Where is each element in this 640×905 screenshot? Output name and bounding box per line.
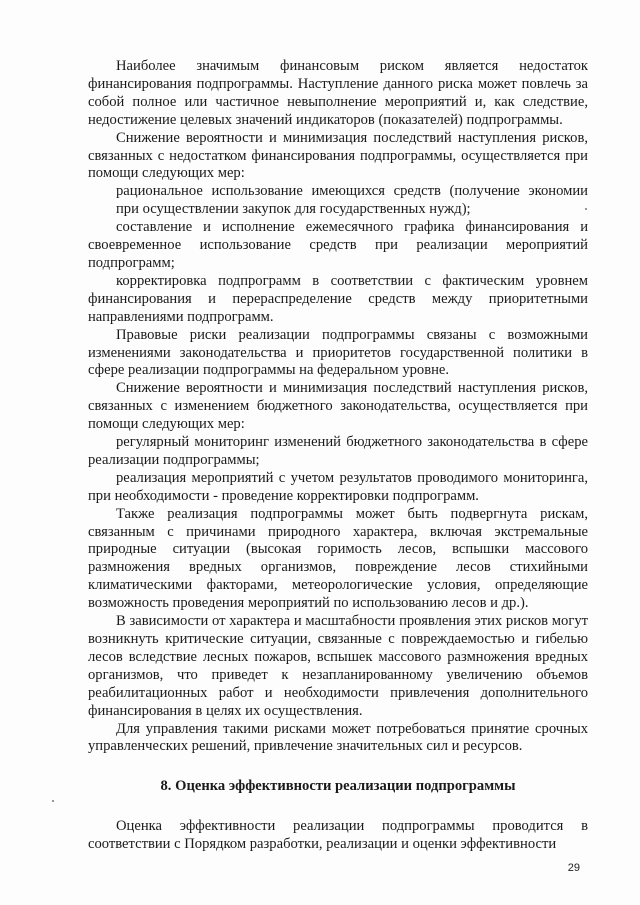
paragraph-natural-risks: Также реализация подпрограммы может быть подвергнута рискам, связанным с причинами природного характера, включая экстремальные природные ситуации (высокая горимость лесов, вспышки массового размножения вредных организмов, повреждение лесов стихийными климатическими факторами, метеорологические условия, определяющие возможность проведения мероприятий по использованию лесов и др.).: [88, 505, 588, 612]
measure-monitoring: регулярный мониторинг изменений бюджетного законодательства в сфере реализации подпрограммы;: [88, 434, 588, 468]
measure-monthly-schedule: составление и исполнение ежемесячного графика финансирования и своевременное использование средств при реализации мероприятий подпрограмм;: [88, 219, 588, 271]
measure-adjustment: корректировка подпрограмм в соответствии с фактическим уровнем финансирования и перераспределение средств между приоритетными направлениями подпрограмм.: [88, 272, 588, 325]
page-number: 29: [567, 862, 580, 874]
paragraph-financial-risk: Наиболее значимым финансовым риском является недостаток финансирования подпрограммы. Наступление данного риска может повлечь за собой полное или частичное невыполнение мероприятий и, как следствие, недостижение целевых значений индикаторов (показателей) подпрограммы.: [88, 58, 588, 128]
paragraph-legal-risks: Правовые риски реализации подпрограммы связаны с возможными изменениями законодательства и приоритетов государственной политики в сфере реализации подпрограммы на федеральном уровне.: [88, 326, 588, 379]
scan-speck: [52, 800, 54, 802]
paragraph-efficiency-assessment: Оценка эффективности реализации подпрограммы проводится в соответствии с Порядком разработки, реализации и оценки эффективности: [88, 818, 588, 853]
section-heading: 8. Оценка эффективности реализации подпрограммы: [160, 778, 516, 795]
measure-rational-use: рациональное использование имеющихся средств (получение экономии при осуществлении закупок для государственных нужд);: [116, 183, 588, 218]
paragraph-financing-measures-intro: Снижение вероятности и минимизация последствий наступления рисков, связанных с недостатком финансирования подпрограммы, осуществляется при помощи следующих мер:: [88, 129, 588, 182]
paragraph-risk-management: Для управления такими рисками может потребоваться принятие срочных управленческих решений, привлечение значительных сил и ресурсов.: [88, 720, 588, 755]
measure-implementation: реализация мероприятий с учетом результатов проводимого мониторинга, при необходимости - проведение корректировки подпрограмм.: [88, 469, 588, 504]
scan-speck: [585, 208, 587, 210]
body-text: [88, 58, 588, 854]
paragraph-critical-situations: В зависимости от характера и масштабности проявления этих рисков могут возникнуть критические ситуации, связанные с повреждаемостью и гибелью лесов вследствие лесных пожаров, вспышек массового размножения вредных организмов, что приведет к незапланированному увеличению объемов реабилитационных работ и необходимости привлечения дополнительного финансирования в целях их осуществления.: [88, 613, 588, 719]
paragraph-budget-measures-intro: Снижение вероятности и минимизация последствий наступления рисков, связанных с изменением бюджетного законодательства, осуществляется при помощи следующих мер:: [88, 380, 588, 433]
